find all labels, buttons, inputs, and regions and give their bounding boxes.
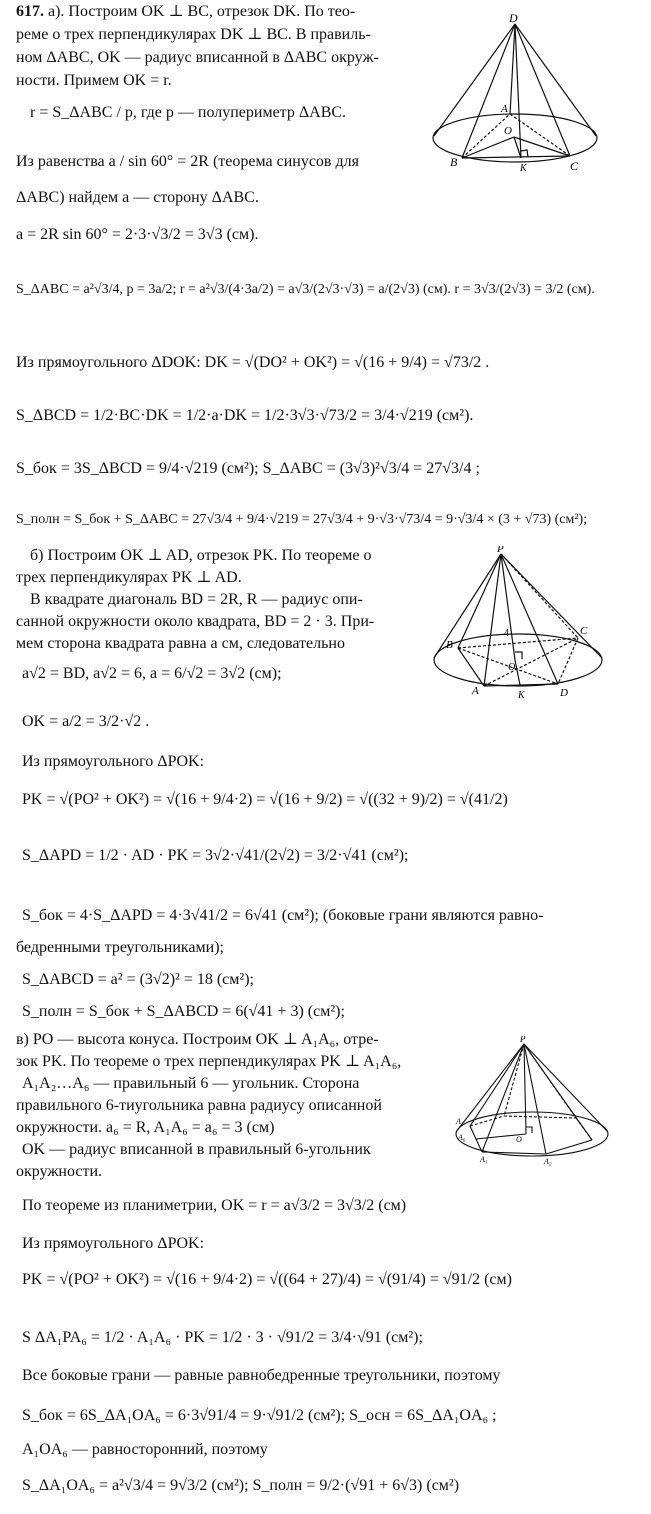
formula-line: a = 2R sin 60° = 2·3·√3/2 = 3√3 (см). xyxy=(16,226,259,243)
label-b: B xyxy=(450,155,458,169)
formula-line: S_полн = S_бок + S_ΔABC = 27√3/4 + 9/4·√219 = 27√3/4 + 9·√3·√73/4 = 9·√3/4 × (3 + √73) (см²); xyxy=(16,512,588,527)
formula-line: a√2 = BD, a√2 = 6, a = 6/√2 = 3√2 (см); xyxy=(22,665,282,682)
formula-line: S_ΔAPD = 1/2 · AD · PK = 3√2·√41/(2√2) = 3/2·√41 (см²); xyxy=(22,847,409,864)
text-line: 617. а). Построим OK ⊥ BC, отрезок DK. По тео- xyxy=(16,3,356,20)
text-line: реме о трех перпендикулярах DK ⊥ BC. В правиль- xyxy=(16,26,371,43)
formula-line: S_полн = S_бок + S_ΔABCD = 6(√41 + 3) (см²); xyxy=(22,1003,345,1020)
text-line: трех перпендикулярах PK ⊥ AD. xyxy=(16,569,242,586)
formula-line: PK = √(PO² + OK²) = √(16 + 9/4·2) = √((64 + 27)/4) = √(91/4) = √91/2 (см) xyxy=(22,1271,512,1288)
text-line: санной окружности около квадрата, BD = 2 · 3. При- xyxy=(16,613,375,630)
text-line: OK — радиус вписанной в правильный 6-угольник xyxy=(22,1141,371,1158)
formula-line: S_ΔABC = a²√3/4, p = 3a/2; r = a²√3/(4·3a/2) = a√3/(2√3·√3) = a/(2√3) (см). r = 3√3/(2√3) = 3/2 (см). xyxy=(16,282,595,297)
text-line: б) Построим OK ⊥ AD, отрезок PK. По теореме о xyxy=(30,547,372,564)
label-b: B xyxy=(446,639,453,651)
text-line: окружности. xyxy=(16,1163,103,1180)
formula-line: Из прямоугольного ΔPOK: xyxy=(22,753,205,770)
text-line: в) PO — высота конуса. Построим OK ⊥ A₁A₆, отре- xyxy=(16,1031,379,1048)
label-4: 4 xyxy=(504,628,509,639)
label-p: P xyxy=(520,1036,526,1044)
label-k: K xyxy=(520,163,527,174)
formula-line: S ΔA₁PA₆ = 1/2 · A₁A₆ · PK = 1/2 · 3 · √91/2 = 3/4·√91 (см²); xyxy=(22,1329,423,1346)
text-line: бедренными треугольниками); xyxy=(16,939,224,956)
label-d: D xyxy=(509,14,518,25)
formula-line: ΔABC) найдем a — сторону ΔABC. xyxy=(16,189,259,206)
label-d: D xyxy=(560,687,568,699)
label-a: A xyxy=(501,103,508,115)
formula-line: Из равенства a / sin 60° = 2R (теорема синусов для xyxy=(16,153,359,170)
formula-line: S_ΔA₁OA₆ = a²√3/4 = 9√3/2 (см²); S_полн = 9/2·(√91 + 6√3) (см²) xyxy=(22,1477,460,1494)
text-line: Все боковые грани — равные равнобедренные треугольники, поэтому xyxy=(22,1367,501,1384)
formula-line: S_бок = 4·S_ΔAPD = 4·3√41/2 = 6√41 (см²); (боковые грани являются равно- xyxy=(22,907,544,924)
text-line: мем сторона квадрата равна a см, следовательно xyxy=(16,635,345,652)
label-p: P xyxy=(497,546,504,555)
label-o: O xyxy=(504,125,512,137)
figure-cone-square xyxy=(428,546,614,704)
label-a3: A₃ xyxy=(456,1117,464,1126)
label-a1: A₁ xyxy=(480,1155,488,1164)
text-line: окружности. a₆ = R, A₁A₆ = a₆ = 3 (см) xyxy=(16,1119,275,1136)
formula-line: S_бок = 3S_ΔBCD = 9/4·√219 (см²); S_ΔABC = (3√3)²√3/4 = 27√3/4 ; xyxy=(16,460,480,477)
formula-line: PK = √(PO² + OK²) = √(16 + 9/4·2) = √(16 + 9/2) = √((32 + 9)/2) = √(41/2) xyxy=(22,791,508,808)
label-o: O xyxy=(508,662,516,673)
figure-cone-triangle xyxy=(428,14,614,184)
text-line: В квадрате диагональ BD = 2R, R — радиус опи- xyxy=(30,591,363,608)
formula-line: Из прямоугольного ΔDOK: DK = √(DO² + OK²) = √(16 + 9/4) = √73/2 . xyxy=(16,354,490,371)
label-a6: A₆ xyxy=(458,1133,466,1142)
formula-line: Из прямоугольного ΔPOK: xyxy=(22,1235,205,1252)
formula-line: S_ΔABCD = a² = (3√2)² = 18 (см²); xyxy=(22,971,254,988)
label-o: O xyxy=(516,1135,522,1144)
formula-line: S_ΔBCD = 1/2·BC·DK = 1/2·a·DK = 1/2·3√3·√73/2 = 3/4·√219 (см²). xyxy=(16,407,474,424)
text-line: ности. Примем OK = r. xyxy=(16,72,172,89)
formula-line: OK = a/2 = 3/2·√2 . xyxy=(22,713,150,730)
label-a: A xyxy=(472,685,479,697)
text-line: A₁OA₆ — равносторонний, поэтому xyxy=(22,1441,268,1458)
text-line: зок PK. По теореме о трех перпендикулярах PK ⊥ A₁A₆, xyxy=(16,1053,402,1070)
formula-line: По теореме из планиметрии, OK = r = a√3/2 = 3√3/2 (см) xyxy=(22,1197,407,1214)
problem-number: 617. xyxy=(16,3,44,20)
figure-cone-hexagon xyxy=(452,1036,616,1174)
formula-line: r = S_ΔABC / p, где p — полупериметр ΔABC. xyxy=(30,104,347,121)
label-c: C xyxy=(570,159,579,173)
text-line: правильного 6-тиугольника равна радиусу описанной xyxy=(16,1097,382,1114)
text-line: ном ΔABC, OK — радиус вписанной в ΔABC окруж- xyxy=(16,49,379,66)
formula-line: S_бок = 6S_ΔA₁OA₆ = 6·3√91/4 = 9·√91/2 (см²); S_осн = 6S_ΔA₁OA₆ ; xyxy=(22,1407,497,1424)
label-c: C xyxy=(580,625,588,637)
label-a2: A₂ xyxy=(544,1157,552,1166)
label-k: K xyxy=(518,690,525,701)
text-line: A₁A₂…A₆ — правильный 6 — угольник. Сторона xyxy=(22,1075,360,1092)
